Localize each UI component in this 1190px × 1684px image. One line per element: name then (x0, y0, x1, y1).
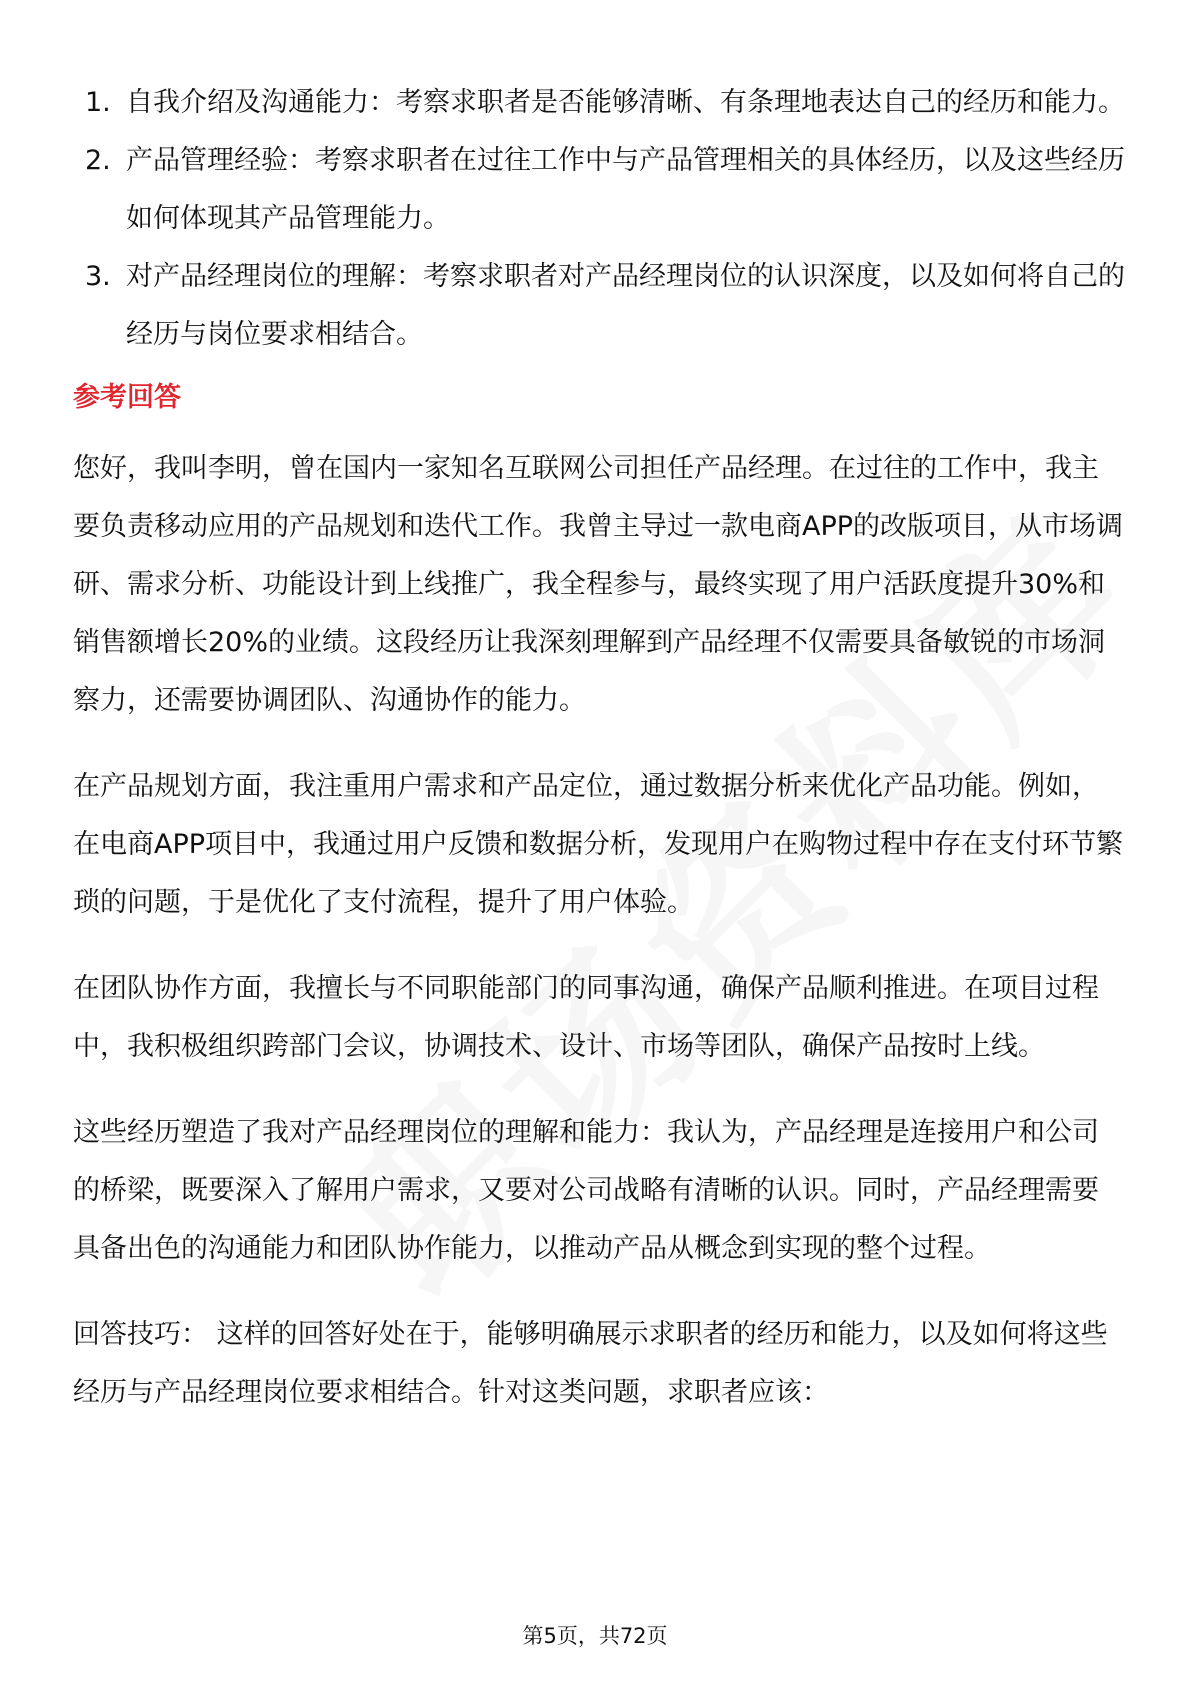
criteria-number: 2. (85, 145, 111, 176)
criteria-text: 对产品经理岗位的理解：考察求职者对产品经理岗位的认识深度，以及如何将自己的经历与岗位要求相结合。 (126, 261, 1125, 350)
criteria-text: 产品管理经验：考察求职者在过往工作中与产品管理相关的具体经历，以及这些经历如何体现其产品管理能力。 (126, 145, 1125, 234)
answer-tips-paragraph: 回答技巧： 这样的回答好处在于，能够明确展示求职者的经历和能力，以及如何将这些经历与产品经理岗位要求相结合。针对这类问题，求职者应该： (73, 1319, 1108, 1408)
criteria-item (73, 132, 1125, 248)
criteria-item (73, 248, 1125, 364)
section-title-reference-answer: 参考回答 (73, 382, 181, 413)
answer-paragraph: 在团队协作方面，我擅长与不同职能部门的同事沟通，确保产品顺利推进。在项目过程中，我积极组织跨部门会议，协调技术、设计、市场等团队，确保产品按时上线。 (73, 973, 1099, 1062)
criteria-text: 自我介绍及沟通能力：考察求职者是否能够清晰、有条理地表达自己的经历和能力。 (126, 87, 1125, 118)
answer-paragraph: 您好，我叫李明，曾在国内一家知名互联网公司担任产品经理。在过往的工作中，我主要负责移动应用的产品规划和迭代工作。我曾主导过一款电商APP的改版项目，从市场调研、需求分析、功能设计到上线推广，我全程参与，最终实现了用户活跃度提升30%和销售额增长20%的业绩。这段经历让我深刻理解到产品经理不仅需要具备敏锐的市场洞察力，还需要协调团队、沟通协作的能力。 (73, 453, 1124, 716)
criteria-number: 3. (85, 261, 111, 292)
criteria-item (73, 74, 1125, 132)
answer-paragraph: 这些经历塑造了我对产品经理岗位的理解和能力：我认为，产品经理是连接用户和公司的桥梁，既要深入了解用户需求，又要对公司战略有清晰的认识。同时，产品经理需要具备出色的沟通能力和团队协作能力，以推动产品从概念到实现的整个过程。 (73, 1117, 1099, 1264)
criteria-number: 1. (85, 87, 111, 118)
page-number-footer: 第5页，共72页 (522, 1624, 668, 1648)
page-content (73, 74, 1125, 1450)
evaluation-criteria-list (73, 74, 1125, 364)
answer-paragraph: 在产品规划方面，我注重用户需求和产品定位，通过数据分析来优化产品功能。例如，在电商APP项目中，我通过用户反馈和数据分析，发现用户在购物过程中存在支付环节繁琐的问题，于是优化了支付流程，提升了用户体验。 (73, 771, 1124, 918)
